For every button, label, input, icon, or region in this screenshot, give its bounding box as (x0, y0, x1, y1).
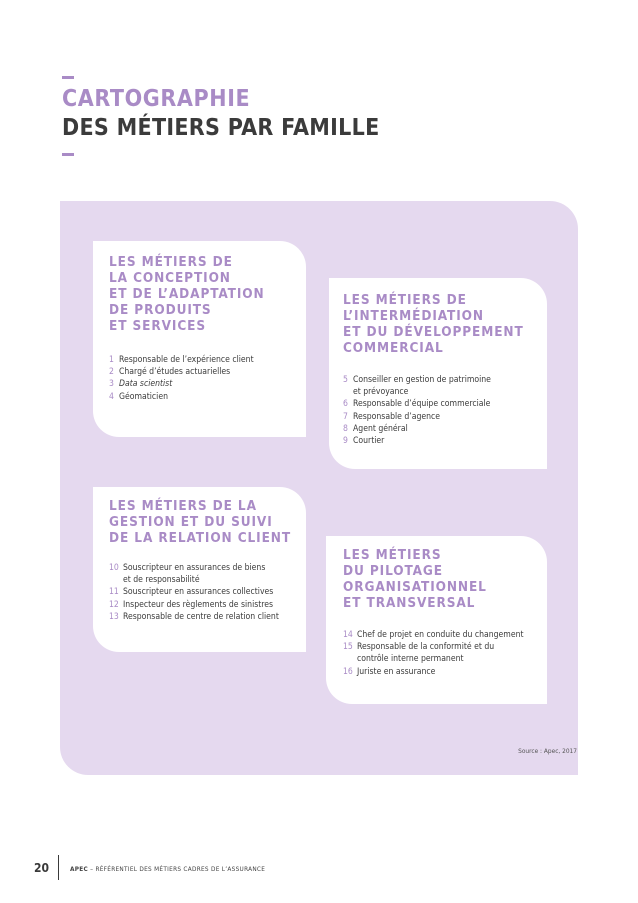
job-name: Inspecteur des règlements de sinistres (123, 599, 274, 610)
job-item (343, 435, 547, 447)
job-name: Responsable d’équipe commerciale (353, 399, 491, 410)
job-number: 5 (343, 375, 348, 385)
page-number: 20 (34, 861, 50, 875)
family-title: LES MÉTIERS DU PILOTAGE ORGANISATIONNEL ET TRANSVERSAL (343, 547, 487, 611)
family-title: LES MÉTIERS DE L’INTERMÉDIATION ET DU DÉVELOPPEMENT COMMERCIAL (343, 292, 524, 356)
job-name: Conseiller en gestion de patrimoine et prévoyance (353, 375, 491, 398)
title-dash-top (62, 76, 74, 79)
job-name: Chef de projet en conduite du changement (357, 630, 524, 640)
job-item (343, 411, 547, 423)
job-number: 4 (109, 391, 114, 402)
job-number: 1 (109, 355, 114, 365)
source-note: Source : Apec, 2017 (518, 747, 577, 755)
page-title: CARTOGRAPHIE (62, 86, 251, 112)
footer-label: – RÉFÉRENTIEL DES MÉTIERS CADRES DE L’ASSURANCE (88, 865, 266, 873)
family-card-gestion (93, 487, 306, 652)
job-number: 11 (109, 587, 119, 598)
job-number: 13 (109, 611, 119, 622)
footer-brand: APEC (70, 865, 89, 873)
job-name: Responsable d’agence (353, 411, 441, 422)
job-number: 9 (343, 436, 348, 447)
job-name: Responsable de l’expérience client (119, 355, 254, 365)
job-item (109, 354, 306, 366)
job-name: Responsable de centre de relation client (123, 611, 279, 622)
family-card-conception (93, 241, 306, 437)
title-dash-bottom (62, 153, 74, 156)
family-card-pilotage (326, 536, 547, 704)
job-item (343, 666, 547, 678)
job-item (343, 423, 547, 435)
footer-divider (58, 855, 59, 880)
job-item (109, 611, 306, 623)
job-item (109, 586, 306, 598)
job-number: 15 (343, 642, 353, 653)
page-subtitle: DES MÉTIERS PAR FAMILLE (62, 115, 380, 141)
job-item (109, 366, 306, 378)
footer-text (70, 865, 265, 873)
job-name: Géomaticien (119, 391, 168, 402)
job-list (343, 374, 547, 447)
family-card-intermediation (329, 278, 547, 469)
job-item (109, 599, 306, 611)
job-number: 16 (343, 666, 353, 677)
job-number: 2 (109, 367, 114, 378)
job-item (109, 562, 306, 586)
job-name: Juriste en assurance (357, 666, 436, 677)
family-title: LES MÉTIERS DE LA CONCEPTION ET DE L’ADAPTATION DE PRODUITS ET SERVICES (109, 254, 265, 334)
job-name: Souscripteur en assurances collectives (123, 587, 274, 598)
job-name: Responsable de la conformité et du contrôle interne permanent (357, 642, 495, 665)
job-item (343, 398, 547, 410)
job-item (109, 391, 306, 403)
job-name: Chargé d’études actuarielles (119, 367, 231, 378)
job-number: 12 (109, 599, 119, 610)
job-list (343, 629, 547, 678)
job-number: 7 (343, 411, 348, 422)
job-number: 14 (343, 630, 353, 640)
family-title: LES MÉTIERS DE LA GESTION ET DU SUIVI DE LA RELATION CLIENT (109, 498, 292, 546)
job-name: Souscripteur en assurances de biens et de responsabilité (123, 563, 266, 586)
job-item (343, 374, 547, 398)
job-number: 8 (343, 423, 348, 434)
job-number: 10 (109, 563, 119, 573)
job-list (109, 354, 306, 403)
job-item (343, 629, 547, 641)
job-item (109, 378, 306, 390)
job-number: 6 (343, 399, 348, 410)
job-name: Courtier (353, 436, 385, 447)
job-list (109, 562, 306, 623)
job-item (343, 641, 547, 665)
job-name: Agent général (353, 423, 408, 434)
job-number: 3 (109, 379, 114, 390)
job-name: Data scientist (119, 379, 173, 390)
